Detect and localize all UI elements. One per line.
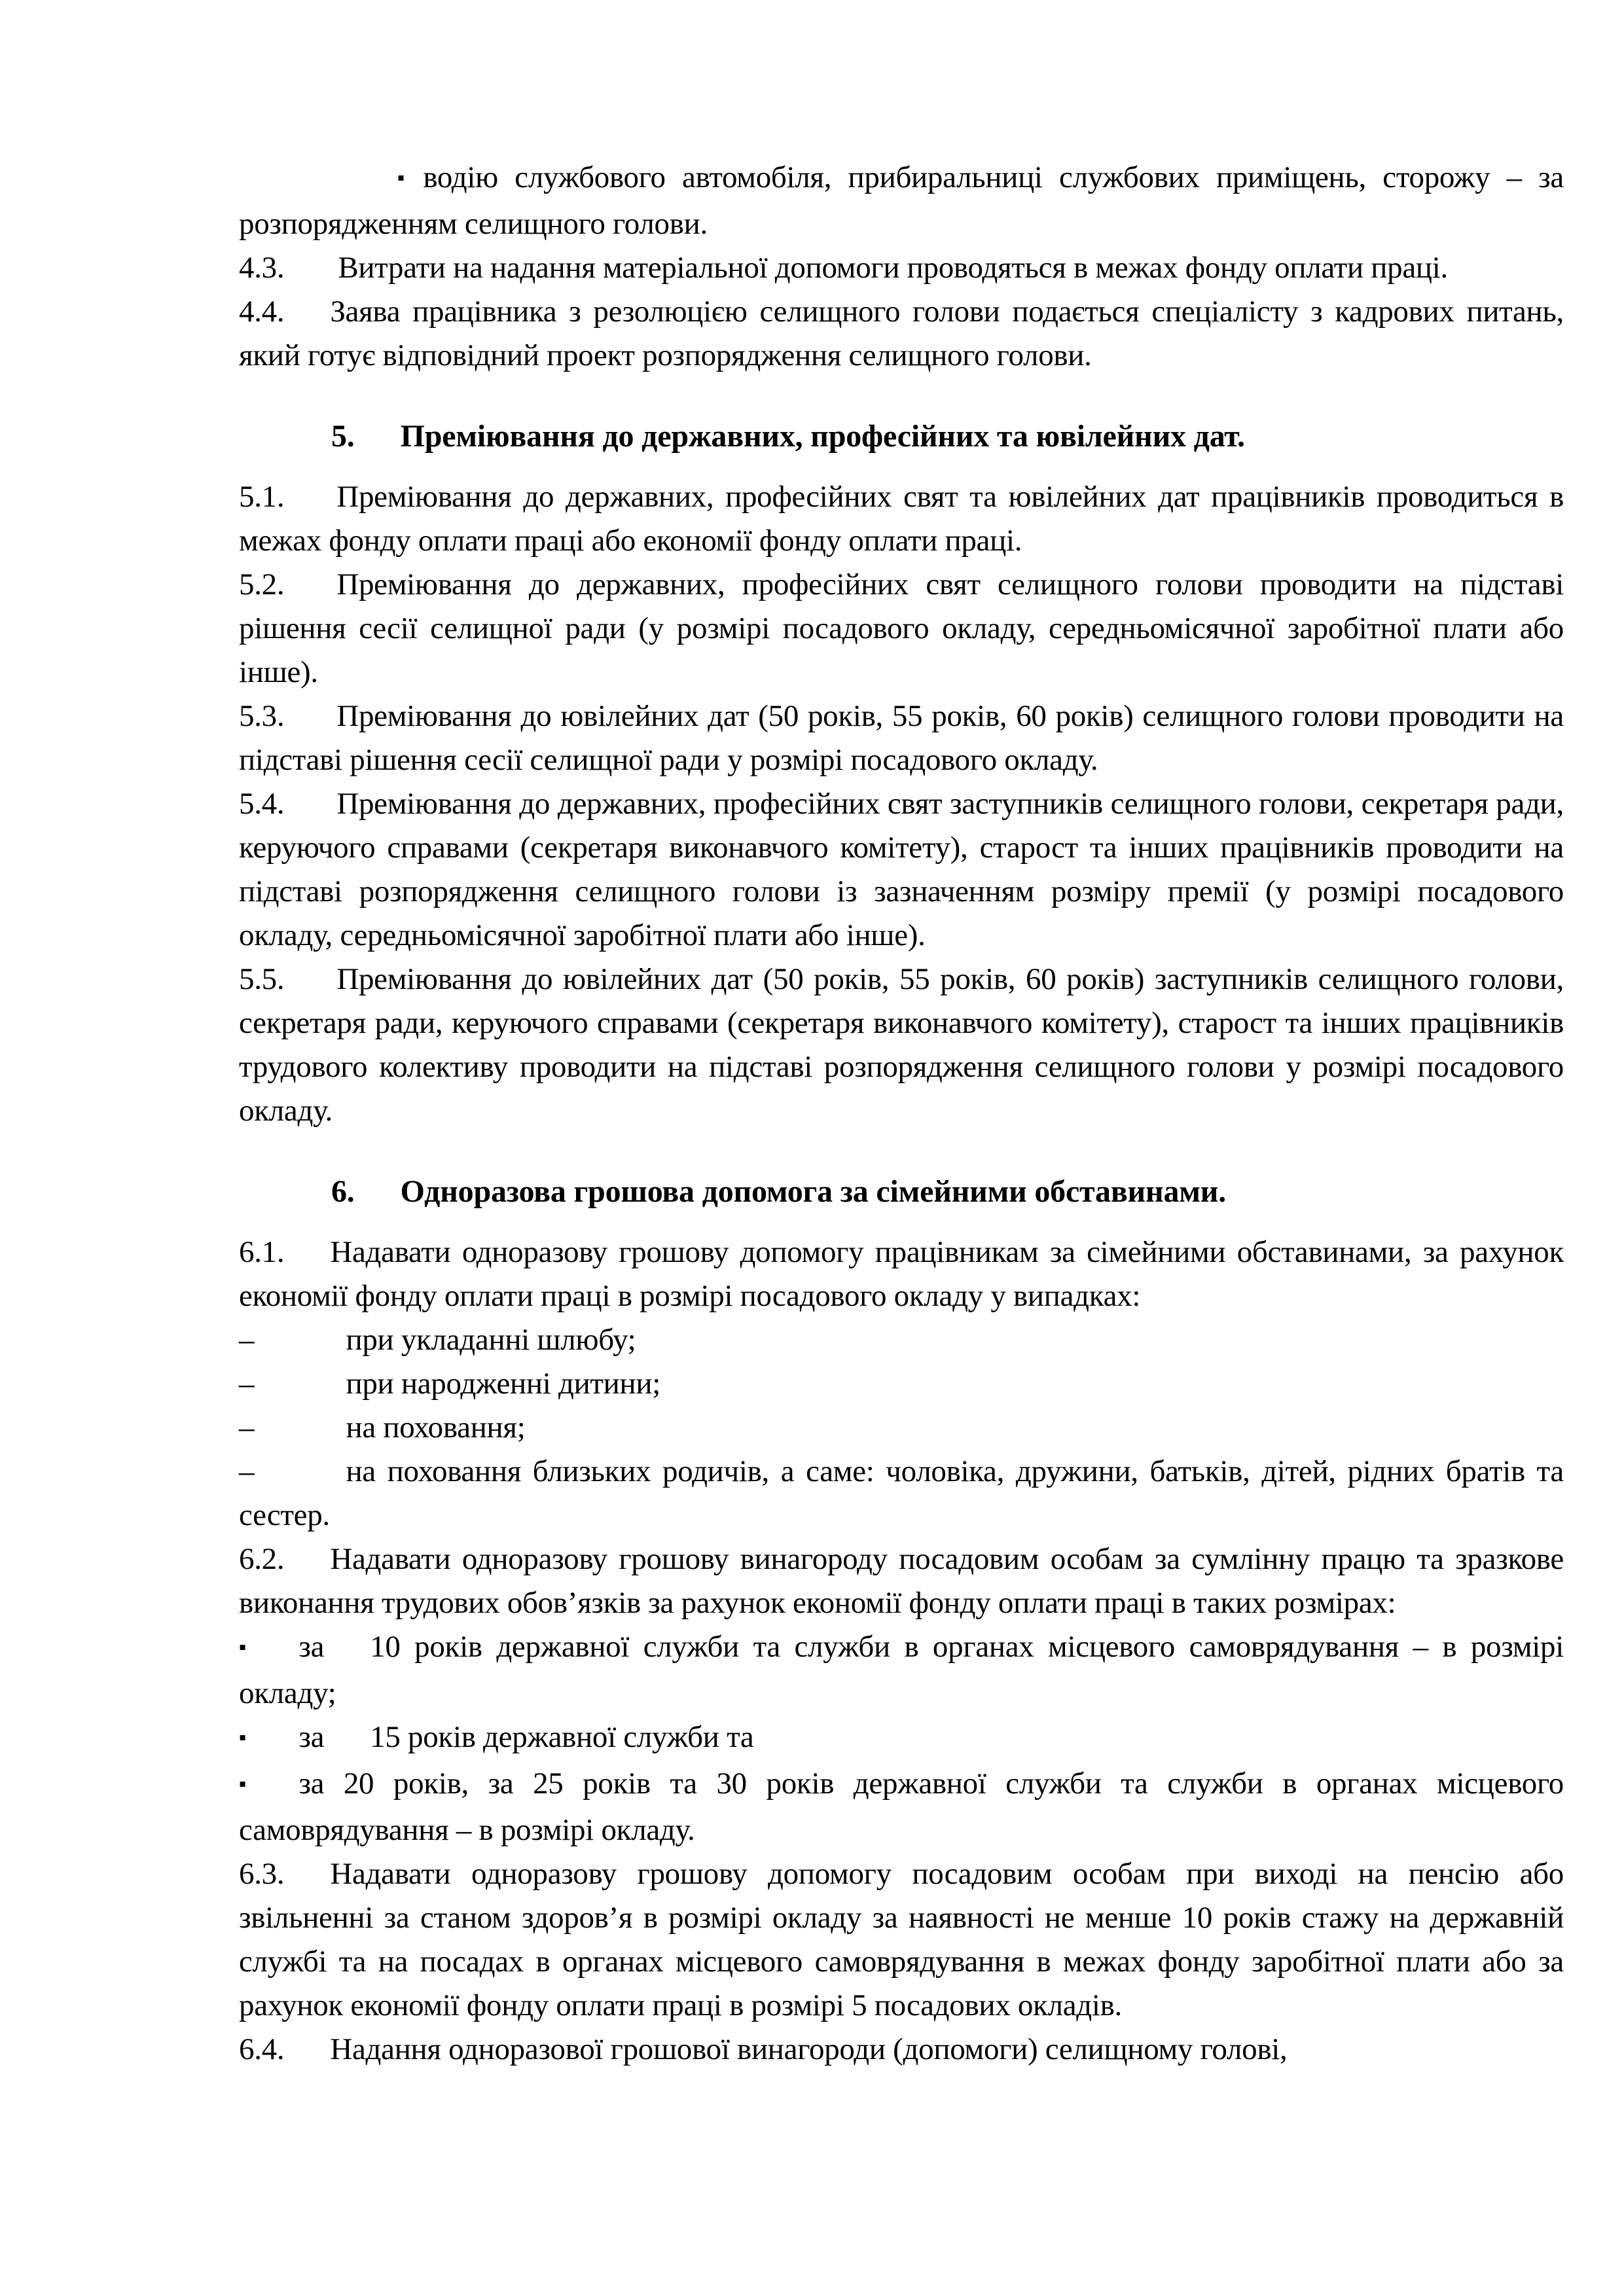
tab-space <box>284 1261 330 1262</box>
section-title: Одноразова грошова допомога за сімейними обставинами. <box>400 1174 1227 1209</box>
clause-5-4 <box>239 782 1564 958</box>
clause-number: 5.4. <box>239 787 285 821</box>
clause-text: Витрати на надання матеріальної допомоги проводяться в межах фонду оплати праці. <box>338 251 1448 285</box>
bullet-list-item-20-25-30-years <box>239 1762 1564 1852</box>
list-item-text: 10 років державної служби та служби в органах місцевого самоврядування – в розмірі окладу; <box>239 1630 1564 1710</box>
dash-list-item-childbirth <box>239 1362 1564 1406</box>
clause-6-4 <box>239 2028 1564 2072</box>
tab-space <box>284 1568 330 1569</box>
clause-number: 5.5. <box>239 962 285 996</box>
clause-text: Преміювання до державних, професійних свят заступників селищного голови, секретаря ради, керуючого справами (секретаря виконавчого комітету), старост та інших працівників проводити на підставі розпорядження селищного голови із зазначенням розміру премії (у розмірі посадового окладу, середньомісячної заробітної плати або інше). <box>239 787 1564 952</box>
dash-icon: – <box>239 1367 255 1401</box>
clause-text: Надання одноразової грошової винагороди (допомоги) селищному голові, <box>330 2032 1288 2066</box>
tab-space <box>284 1883 330 1884</box>
clause-4-4 <box>239 290 1564 378</box>
tab-space <box>284 725 336 726</box>
tab-space <box>324 1656 370 1657</box>
intro-text: водію службового автомобіля, прибиральниці службових приміщень, сторожу – за розпорядженням селищного голови. <box>239 160 1564 241</box>
tab-space <box>255 1349 346 1350</box>
clause-number: 4.3. <box>239 251 285 285</box>
clause-number: 5.1. <box>239 480 285 514</box>
list-item-text: на поховання; <box>346 1410 526 1444</box>
section-title: Преміювання до державних, професійних та ювілейних дат. <box>400 419 1245 454</box>
clause-5-3 <box>239 694 1564 782</box>
clause-number: 6.1. <box>239 1235 285 1269</box>
clause-number: 4.4. <box>239 295 285 329</box>
clause-number: 6.4. <box>239 2032 285 2066</box>
clause-5-2 <box>239 563 1564 694</box>
square-bullet-icon: ▪ <box>239 1725 247 1749</box>
dash-icon: – <box>239 1454 255 1488</box>
tab-space <box>255 1480 346 1481</box>
list-item-text: 15 років державної служби та <box>370 1720 754 1754</box>
list-item-lead: за <box>298 1720 325 1754</box>
tab-space <box>284 277 338 278</box>
clause-6-2 <box>239 1537 1564 1625</box>
tab-space <box>284 988 336 989</box>
clause-text: Надавати одноразову грошову допомогу посадовим особам при виході на пенсію або звільненні за станом здоров’я в розмірі окладу за наявності не менше 10 років стажу на державній службі та на посадах в органах місцевого самоврядування в межах фонду заробітної плати або за рахунок економії фонду оплати праці в розмірі 5 посадових окладів. <box>239 1857 1564 2022</box>
square-bullet-icon: ▪ <box>239 1772 247 1795</box>
clause-6-3 <box>239 1852 1564 2028</box>
clause-number: 5.2. <box>239 567 285 601</box>
clause-text: Надавати одноразову грошову винагороду посадовим особам за сумлінну працю та зразкове виконання трудових обов’язків за рахунок економії фонду оплати праці в таких розмірах: <box>239 1542 1564 1620</box>
tab-space <box>284 2058 330 2059</box>
square-bullet-icon: ▪ <box>239 1635 247 1659</box>
clause-text: Преміювання до ювілейних дат (50 років, 55 років, 60 років) селищного голови проводити на підставі рішення сесії селищної ради у розмірі посадового окладу. <box>239 699 1564 777</box>
list-item-text: на поховання близьких родичів, а саме: чоловіка, дружини, батьків, дітей, рідних братів та сестер. <box>239 1454 1564 1532</box>
clause-number: 6.2. <box>239 1542 285 1576</box>
dash-icon: – <box>239 1410 255 1444</box>
section-number: 5. <box>331 419 355 454</box>
bullet-list-item-15-years <box>239 1715 1564 1762</box>
bullet-list-item-10-years <box>239 1625 1564 1715</box>
list-item-lead: за <box>298 1630 325 1664</box>
dash-list-item-funeral <box>239 1406 1564 1450</box>
clause-text: Надавати одноразову грошову допомогу працівникам за сімейними обставинами, за рахунок економії фонду оплати праці в розмірі посадового окладу у випадках: <box>239 1235 1564 1313</box>
tab-space <box>324 1746 370 1747</box>
list-item-text: при народженні дитини; <box>346 1367 660 1401</box>
tab-space <box>284 813 336 814</box>
clause-text: Преміювання до державних, професійних свят селищного голови проводити на підставі рішення сесії селищної ради (у розмірі посадового окладу, середньомісячної заробітної плати або інше). <box>239 567 1564 689</box>
section-6-heading <box>239 1170 1564 1213</box>
clause-text: Преміювання до ювілейних дат (50 років, 55 років, 60 років) заступників селищного голови, секретаря ради, керуючого справами (секретаря виконавчого комітету), старост та інших працівників трудового колективу проводити на підставі розпорядження селищного голови у розмірі посадового окладу. <box>239 962 1564 1128</box>
clause-5-1 <box>239 475 1564 563</box>
tab-space <box>284 506 336 507</box>
tab-space <box>355 1201 401 1202</box>
dash-list-item-marriage <box>239 1318 1564 1362</box>
list-item-text: за 20 років, за 25 років та 30 років державної служби та служби в органах місцевого самоврядування – в розмірі окладу. <box>239 1767 1564 1847</box>
clause-number: 5.3. <box>239 699 285 733</box>
clause-5-5 <box>239 958 1564 1133</box>
clause-number: 6.3. <box>239 1857 285 1891</box>
square-bullet-icon: ▪ <box>397 166 405 189</box>
section-number: 6. <box>331 1174 355 1209</box>
section-5-heading <box>239 414 1564 458</box>
dash-list-item-funeral-relatives <box>239 1450 1564 1537</box>
list-item-text: при укладанні шлюбу; <box>346 1323 636 1357</box>
clause-4-3 <box>239 246 1564 290</box>
clause-text: Преміювання до державних, професійних свят та ювілейних дат працівників проводиться в межах фонду оплати праці або економії фонду оплати праці. <box>239 480 1564 558</box>
intro-bullet-item <box>239 156 1564 246</box>
tab-space <box>246 1746 298 1747</box>
tab-space <box>246 1656 298 1657</box>
dash-icon: – <box>239 1323 255 1357</box>
clause-6-1 <box>239 1230 1564 1318</box>
clause-text: Заява працівника з резолюцією селищного голови подається спеціалісту з кадрових питань, який готує відповідний проект розпорядження селищного голови. <box>239 295 1564 372</box>
